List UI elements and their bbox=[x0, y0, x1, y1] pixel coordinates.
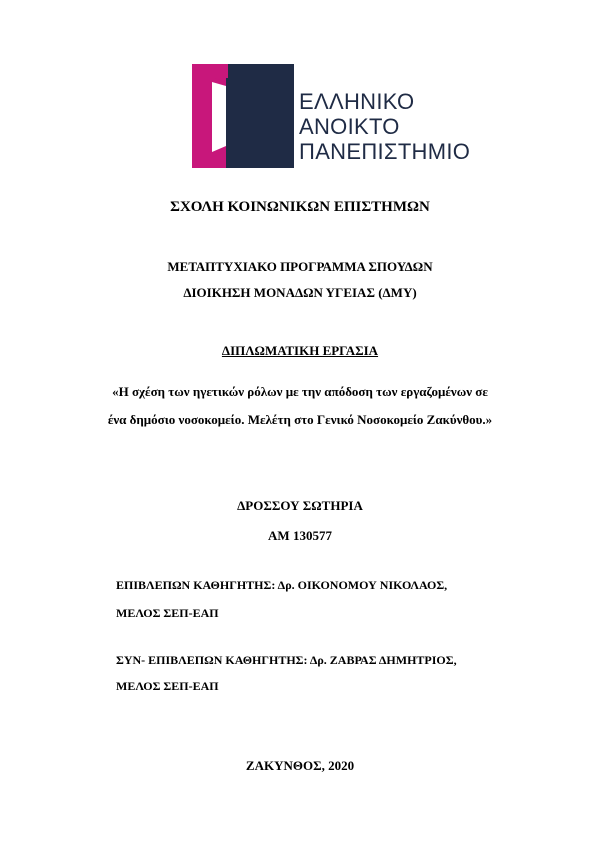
university-logo-mark bbox=[186, 64, 296, 168]
logo-line-2: ΑΝΟΙΚΤΟ bbox=[299, 114, 400, 139]
supervisor-line-2: ΜΕΛΟΣ ΣΕΠ-ΕΑΠ bbox=[116, 606, 219, 620]
co-supervisor-line-1: ΣΥΝ- ΕΠΙΒΛΕΠΩΝ ΚΑΘΗΓΗΤΗΣ: Δρ. ΖΑΒΡΑΣ ΔΗΜΗΤΡΙΟΣ, bbox=[116, 653, 457, 667]
author-name: ΔΡΟΣΣΟΥ ΣΩΤΗΡΙΑ bbox=[237, 498, 363, 513]
university-logo-text bbox=[299, 89, 470, 164]
supervisor-line-1: ΕΠΙΒΛΕΠΩΝ ΚΑΘΗΓΗΤΗΣ: Δρ. ΟΙΚΟΝΟΜΟΥ ΝΙΚΟΛΑΟΣ, bbox=[116, 578, 448, 592]
thesis-title-line-2: ένα δημόσιο νοσοκομείο. Μελέτη στο Γενικό Νοσοκομείο Ζακύνθου.» bbox=[107, 412, 493, 427]
program-name-line-1: ΜΕΤΑΠΤΥΧΙΑΚΟ ΠΡΟΓΡΑΜΜΑ ΣΠΟΥΔΩΝ bbox=[167, 259, 433, 274]
author-registration-number: ΑΜ 130577 bbox=[268, 528, 332, 543]
co-supervisor-line-2: ΜΕΛΟΣ ΣΕΠ-ΕΑΠ bbox=[116, 679, 219, 693]
place-and-year: ΖΑΚΥΝΘΟΣ, 2020 bbox=[245, 758, 355, 773]
school-name: ΣΧΟΛΗ ΚΟΙΝΩΝΙΚΩΝ ΕΠΙΣΤΗΜΩΝ bbox=[170, 199, 430, 215]
university-logo bbox=[186, 64, 476, 168]
thesis-label: ΔΙΠΛΩΜΑΤΙΚΗ ΕΡΓΑΣΙΑ bbox=[221, 343, 379, 358]
logo-line-1: ΕΛΛΗΝΙΚΟ bbox=[299, 89, 415, 114]
logo-line-3: ΠΑΝΕΠΙΣΤΗΜΙΟ bbox=[299, 139, 471, 164]
program-name-line-2: ΔΙΟΙΚΗΣΗ ΜΟΝΑΔΩΝ ΥΓΕΙΑΣ (ΔΜΥ) bbox=[183, 285, 417, 300]
thesis-title-line-1: «Η σχέση των ηγετικών ρόλων με την απόδοση των εργαζομένων σε bbox=[112, 384, 488, 399]
